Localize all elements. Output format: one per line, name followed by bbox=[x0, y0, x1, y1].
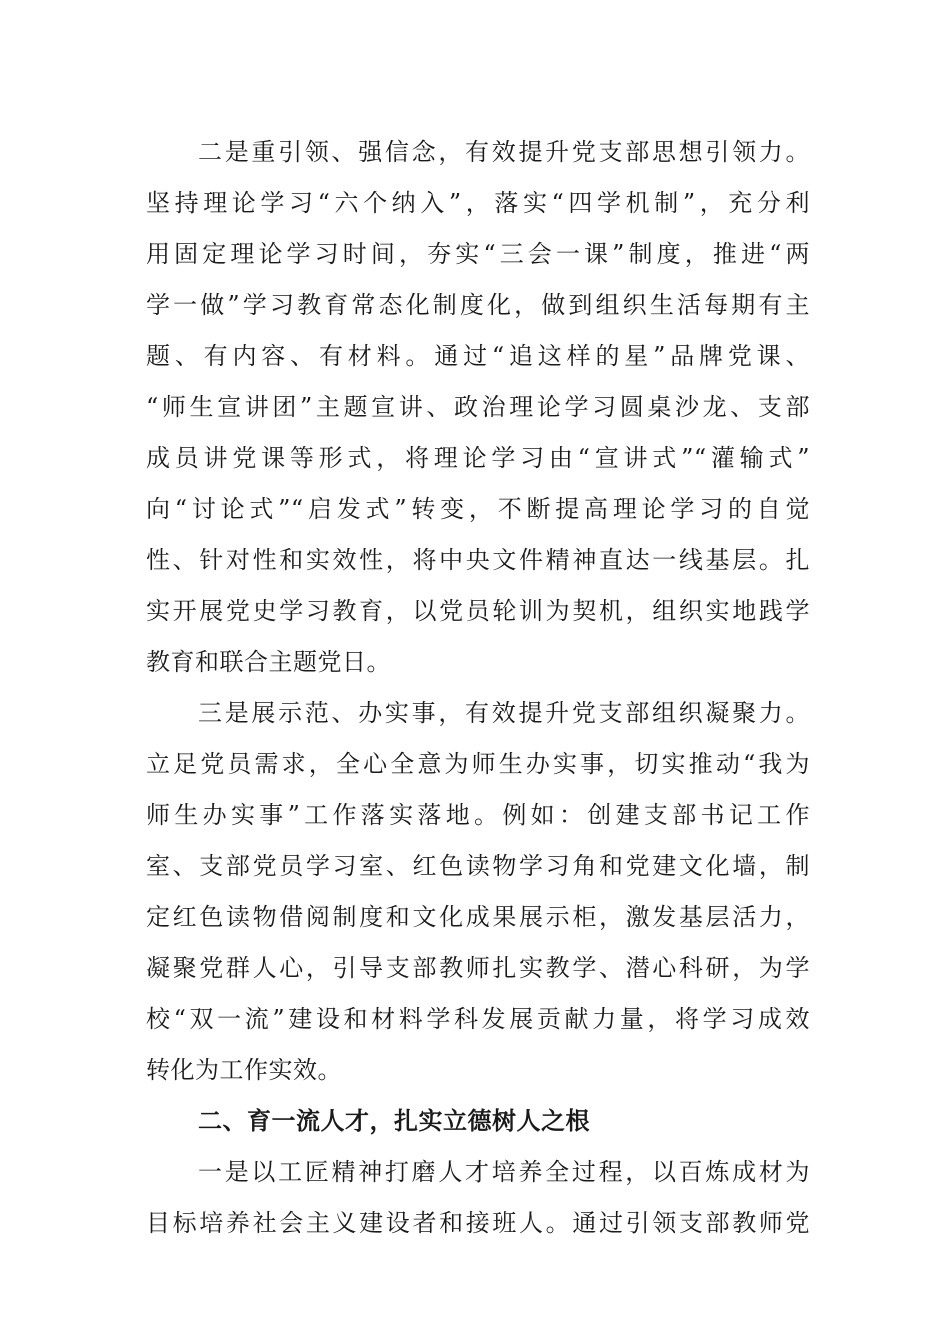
paragraph-line: 坚持理论学习“六个纳入”，落实“四学机制”，充分利 bbox=[146, 189, 810, 217]
document-body bbox=[146, 127, 810, 1249]
section-heading: 二、育一流人才，扎实立德树人之根 bbox=[198, 1107, 590, 1135]
paragraph-line: “师生宣讲团”主题宣讲、政治理论学习圆桌沙龙、支部 bbox=[146, 393, 810, 421]
paragraph-line: 凝聚党群人心，引导支部教师扎实教学、潜心科研，为学 bbox=[146, 954, 810, 982]
paragraph-line: 题、有内容、有材料。通过“追这样的星”品牌党课、 bbox=[146, 342, 810, 370]
paragraph-line: 实开展党史学习教育，以党员轮训为契机，组织实地践学 bbox=[146, 597, 810, 625]
paragraph-line: 定红色读物借阅制度和文化成果展示柜，激发基层活力， bbox=[146, 903, 810, 931]
paragraph-line: 向“讨论式”“启发式”转变，不断提高理论学习的自觉 bbox=[146, 495, 810, 523]
paragraph-line: 用固定理论学习时间，夯实“三会一课”制度，推进“两 bbox=[146, 240, 810, 268]
paragraph-line: 转化为工作实效。 bbox=[146, 1056, 342, 1084]
paragraph-line: 成员讲党课等形式，将理论学习由“宣讲式”“灌输式” bbox=[146, 444, 810, 472]
paragraph-line: 校“双一流”建设和材料学科发展贡献力量，将学习成效 bbox=[146, 1005, 810, 1033]
paragraph-line: 一是以工匠精神打磨人才培养全过程，以百炼成材为 bbox=[198, 1158, 810, 1186]
paragraph-line: 室、支部党员学习室、红色读物学习角和党建文化墙，制 bbox=[146, 852, 810, 880]
paragraph-line: 师生办实事”工作落实落地。例如：创建支部书记工作 bbox=[146, 801, 810, 829]
paragraph-line: 三是展示范、办实事，有效提升党支部组织凝聚力。 bbox=[198, 699, 810, 727]
paragraph-line: 性、针对性和实效性，将中央文件精神直达一线基层。扎 bbox=[146, 546, 810, 574]
paragraph-line: 二是重引领、强信念，有效提升党支部思想引领力。 bbox=[198, 138, 810, 166]
paragraph-line: 目标培养社会主义建设者和接班人。通过引领支部教师党 bbox=[146, 1209, 810, 1237]
paragraph-line: 学一做”学习教育常态化制度化，做到组织生活每期有主 bbox=[146, 291, 810, 319]
paragraph-line: 教育和联合主题党日。 bbox=[146, 648, 391, 676]
paragraph-line: 立足党员需求，全心全意为师生办实事，切实推动“我为 bbox=[146, 750, 810, 778]
